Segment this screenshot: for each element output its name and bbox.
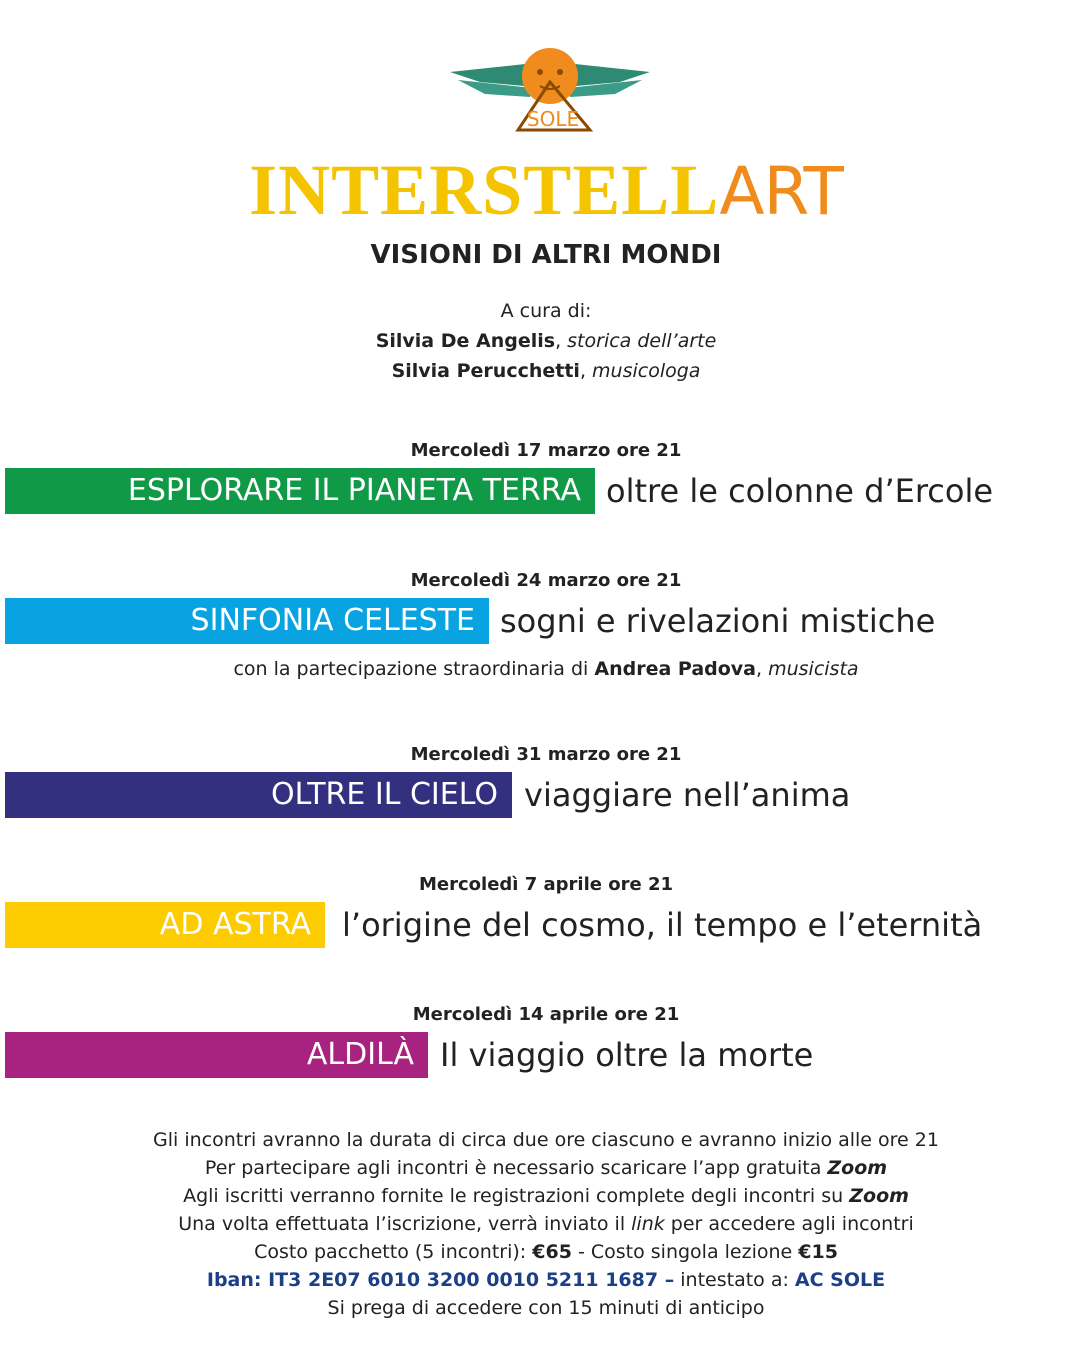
link-word: link — [631, 1213, 665, 1235]
info-line: Per partecipare agli incontri è necessario scaricare l’app gratuita Zoom — [204, 1157, 888, 1179]
event-date: Mercoledì 17 marzo ore 21 — [410, 440, 682, 461]
iban-line: Iban: IT3 2E07 6010 3200 0010 5211 1687 – intestato a: AC SOLE — [206, 1269, 886, 1291]
event-title-bar: OLTRE IL CIELO — [5, 772, 512, 818]
iban-holder: AC SOLE — [794, 1269, 886, 1291]
curator-name: Silvia De Angelis — [375, 330, 556, 352]
event-title-bar: AD ASTRA — [5, 902, 325, 948]
event-date: Mercoledì 24 marzo ore 21 — [410, 570, 682, 591]
event-subtitle: sogni e rivelazioni mistiche — [500, 602, 936, 640]
app-name: Zoom — [827, 1157, 888, 1179]
event-date: Mercoledì 7 aprile ore 21 — [418, 874, 673, 895]
event-subtitle: oltre le colonne d’Ercole — [606, 472, 994, 510]
curator-line: Silvia De Angelis, storica dell’arte — [375, 330, 717, 352]
info-line: Una volta effettuata l’iscrizione, verrà inviato il link per accedere agli incontri — [178, 1213, 914, 1235]
event-subtitle: Il viaggio oltre la morte — [440, 1036, 814, 1074]
guest-name: Andrea Padova — [594, 658, 756, 680]
event-subtitle: l’origine del cosmo, il tempo e l’eternità — [342, 906, 983, 944]
curator-line: Silvia Perucchetti, musicologa — [391, 360, 701, 382]
info-line: Agli iscritti verranno fornite le registrazioni complete degli incontri su Zoom — [183, 1185, 909, 1207]
event-subtitle: viaggiare nell’anima — [524, 776, 851, 814]
price-single: €15 — [798, 1241, 838, 1263]
event-date: Mercoledì 31 marzo ore 21 — [410, 744, 682, 765]
iban-value: IT3 2E07 6010 3200 0010 5211 1687 – — [268, 1269, 675, 1291]
event-title-bar: SINFONIA CELESTE — [5, 598, 489, 644]
page-subtitle: VISIONI DI ALTRI MONDI — [370, 240, 722, 270]
curator-name: Silvia Perucchetti — [391, 360, 580, 382]
app-name: Zoom — [849, 1185, 909, 1207]
curator-role: musicologa — [592, 360, 701, 382]
price-package: €65 — [532, 1241, 572, 1263]
guest-role: musicista — [768, 658, 859, 680]
sole-logo — [440, 42, 660, 134]
title-accent: ART — [719, 153, 843, 230]
info-line: Si prega di accedere con 15 minuti di anticipo — [327, 1297, 765, 1319]
info-line: Gli incontri avranno la durata di circa due ore ciascuno e avranno inizio alle ore 21 — [153, 1129, 939, 1151]
logo-text: SOLE — [526, 107, 580, 131]
iban-label: Iban: — [206, 1269, 269, 1291]
price-line: Costo pacchetto (5 incontri): €65 - Costo singola lezione €15 — [254, 1241, 838, 1263]
event-title-bar: ALDILÀ — [5, 1032, 428, 1078]
curator-role: storica dell’arte — [567, 330, 717, 352]
event-title-bar: ESPLORARE IL PIANETA TERRA — [5, 468, 595, 514]
info-block — [0, 1126, 1092, 1322]
event-note: con la partecipazione straordinaria di Andrea Padova, musicista — [233, 658, 859, 680]
title-main: INTERSTELL — [249, 150, 720, 230]
curators-block — [0, 296, 1092, 386]
event-date: Mercoledì 14 aprile ore 21 — [412, 1004, 680, 1025]
page-title — [0, 150, 1092, 232]
curated-label: A cura di: — [500, 300, 592, 322]
